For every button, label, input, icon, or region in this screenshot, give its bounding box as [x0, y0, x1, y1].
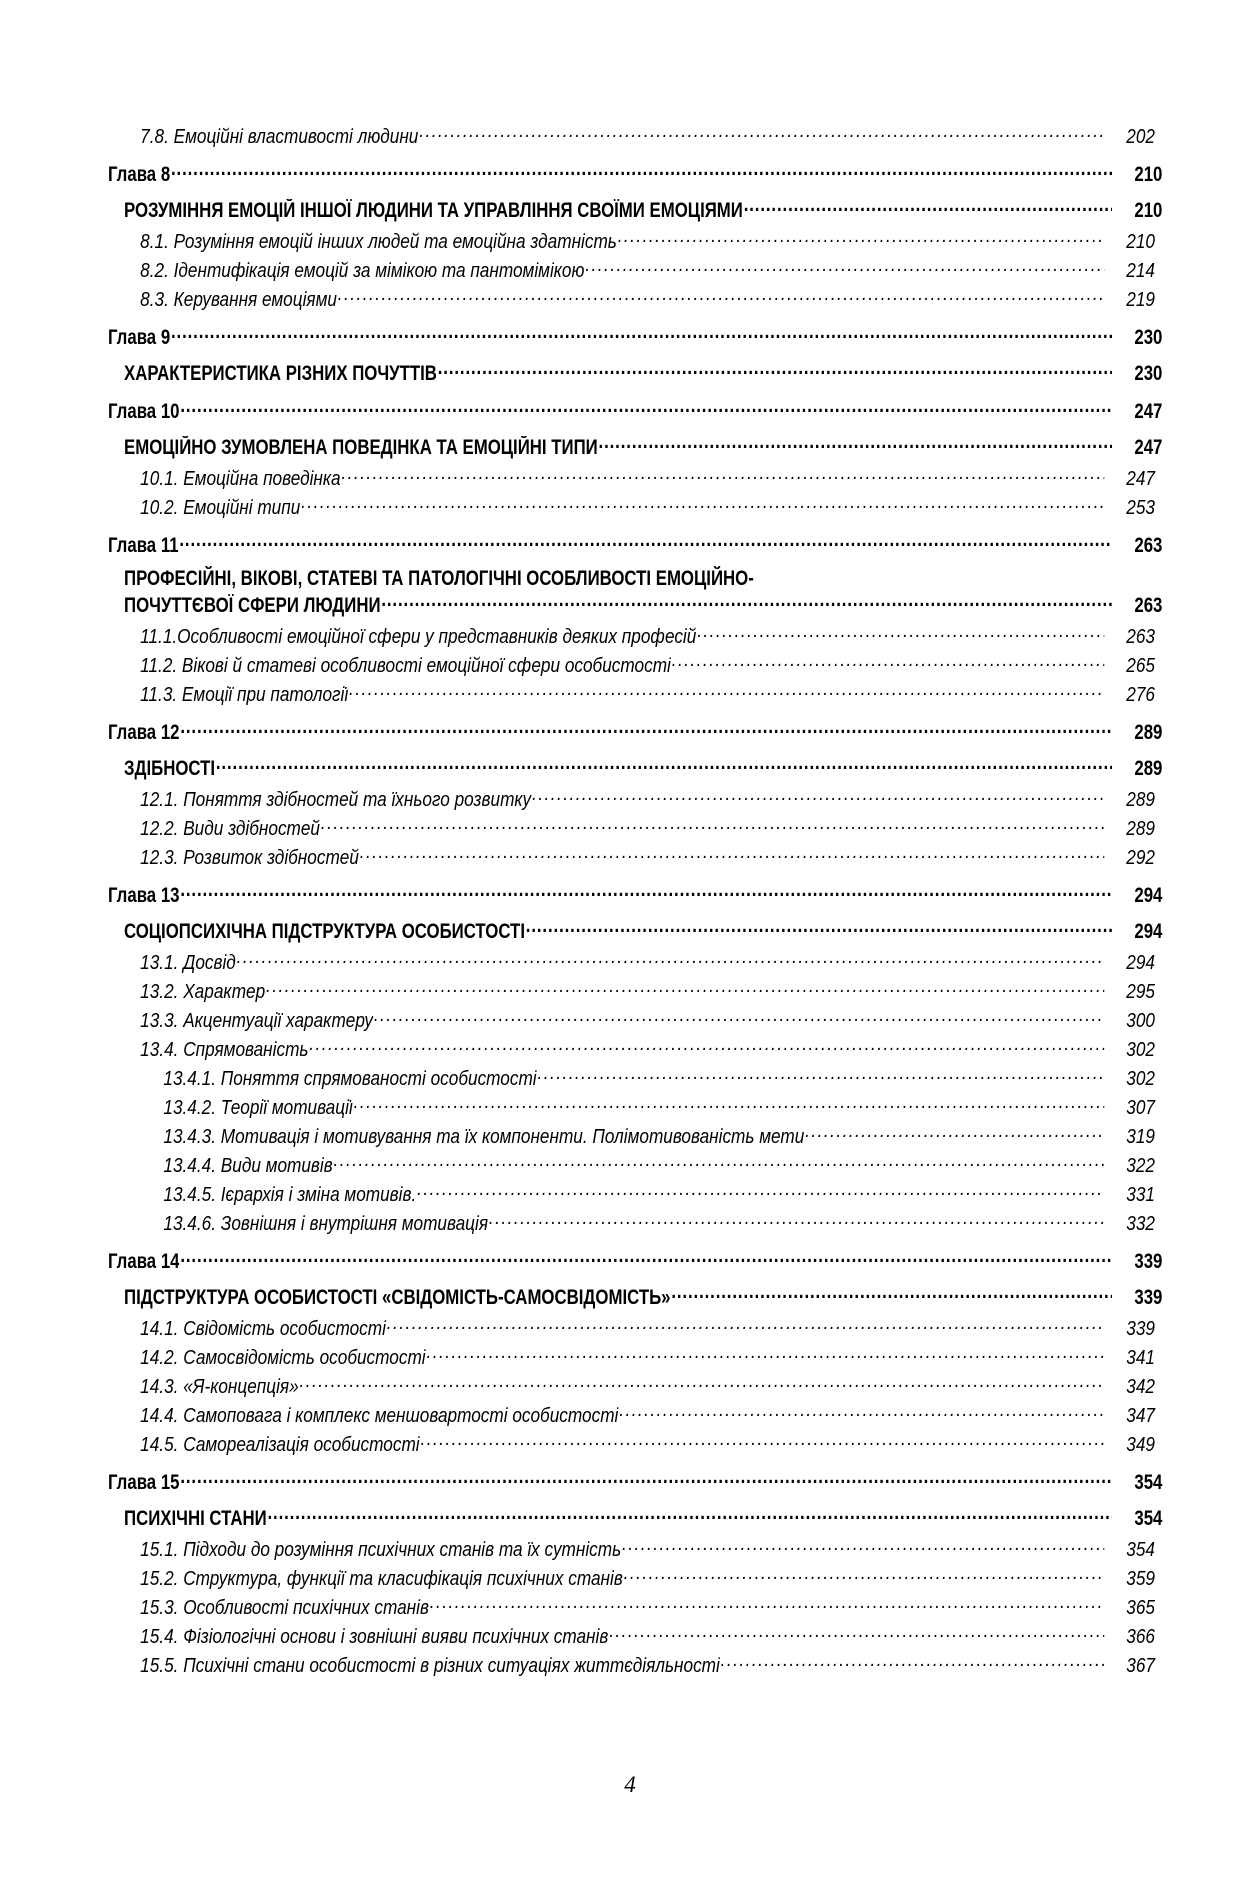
toc-entry-label: ПІДСТРУКТУРА ОСОБИСТОСТІ «СВІДОМІСТЬ-САМОСВІДОМІСТЬ»: [124, 1286, 671, 1309]
toc-section-row[interactable]: [0, 815, 1260, 841]
dot-leader: [180, 1468, 1112, 1489]
dot-leader: [537, 1065, 1104, 1085]
toc-entry-label: 13.4.4. Види мотивів: [163, 1155, 333, 1177]
toc-page-number: 263: [1134, 594, 1163, 617]
toc-chapter-row[interactable]: [0, 397, 1260, 424]
toc-section-row[interactable]: [0, 1344, 1260, 1370]
toc-page-number: 354: [1126, 1539, 1155, 1561]
toc-entry-label: РОЗУМІННЯ ЕМОЦІЙ ІНШОЇ ЛЮДИНИ ТА УПРАВЛІННЯ СВОЇМИ ЕМОЦІЯМИ: [124, 199, 743, 222]
toc-chapter-row[interactable]: [0, 531, 1260, 558]
toc-entry-label: 15.4. Фізіологічні основи і зовнішні вияви психічних станів: [140, 1626, 609, 1648]
dot-leader: [671, 1283, 1112, 1304]
dot-leader: [180, 881, 1112, 902]
toc-entry-label: 7.8. Емоційні властивості людини: [140, 126, 419, 148]
toc-entry-label: ПОЧУТТЄВОЇ СФЕРИ ЛЮДИНИ: [124, 594, 381, 617]
toc-page-number: 349: [1126, 1434, 1155, 1456]
toc-entry-label: Глава 9: [108, 326, 171, 349]
page-number-footer: 4: [624, 1772, 636, 1797]
toc-page-number: 354: [1134, 1471, 1163, 1494]
dot-leader: [489, 1210, 1104, 1230]
toc-section-row[interactable]: [0, 465, 1260, 491]
toc-page-number: 289: [1126, 789, 1155, 811]
dot-leader: [349, 681, 1104, 701]
toc-entry-label: Глава 10: [108, 400, 180, 423]
dot-leader: [609, 1623, 1104, 1643]
toc-page-number: 367: [1126, 1655, 1155, 1677]
toc-page-number: 294: [1134, 920, 1163, 943]
dot-leader: [300, 1373, 1105, 1393]
toc-page-number: 247: [1134, 400, 1163, 423]
toc-entry-label: ЗДІБНОСТІ: [124, 757, 216, 780]
toc-entry-label: 13.4.5. Ієрархія і зміна мотивів.: [163, 1184, 417, 1206]
toc-section-row[interactable]: [0, 257, 1260, 283]
dot-leader: [526, 917, 1112, 938]
dot-leader: [237, 949, 1105, 969]
dot-leader: [532, 786, 1104, 806]
toc-page-number: 307: [1126, 1097, 1155, 1119]
toc-page-number: 339: [1126, 1318, 1155, 1340]
dot-leader: [341, 465, 1104, 485]
toc-entry-label: 15.5. Психічні стани особистості в різних ситуаціях життєдіяльності: [140, 1655, 720, 1677]
toc-entry-label: 13.4.3. Мотивація і мотивування та їх компоненти. Полімотивованість мети: [163, 1126, 805, 1148]
toc-chapter-title-row[interactable]: [0, 433, 1260, 460]
toc-entry-label: 14.4. Самоповага і комплекс меншовартості особистості: [140, 1405, 619, 1427]
dot-leader: [171, 323, 1112, 344]
toc-section-row[interactable]: [0, 844, 1260, 870]
dot-leader: [171, 160, 1112, 181]
toc-chapter-title-row[interactable]: [0, 591, 1260, 618]
toc-entry-label: 8.2. Ідентифікація емоцій за мімікою та пантомімікою: [140, 260, 585, 282]
toc-chapter-row[interactable]: [0, 1247, 1260, 1274]
toc-page-number: 366: [1126, 1626, 1155, 1648]
toc-page-number: 289: [1134, 721, 1163, 744]
toc-entry-label: Глава 13: [108, 884, 180, 907]
dot-leader: [354, 1094, 1105, 1114]
toc-entry-label: 13.3. Акцентуації характеру: [140, 1010, 373, 1032]
toc-entry-label: 8.3. Керування емоціями: [140, 289, 337, 311]
toc-entry-label: 15.2. Структура, функції та класифікація психічних станів: [140, 1568, 623, 1590]
toc-chapter-row[interactable]: [0, 718, 1260, 745]
toc-entry-label: 13.2. Характер: [140, 981, 266, 1003]
toc-chapter-title-row[interactable]: [0, 359, 1260, 386]
dot-leader: [360, 844, 1104, 864]
toc-chapter-title-row[interactable]: [0, 1283, 1260, 1310]
toc-page-number: 294: [1126, 952, 1155, 974]
dot-leader: [438, 359, 1112, 380]
toc-entry-label: 13.4.1. Поняття спрямованості особистості: [163, 1068, 537, 1090]
toc-entry-label: Глава 14: [108, 1250, 180, 1273]
toc-section-row[interactable]: [0, 1402, 1260, 1428]
toc-subsection-row[interactable]: [0, 1181, 1260, 1207]
dot-leader: [374, 1007, 1104, 1027]
toc-page-number: 339: [1134, 1286, 1163, 1309]
toc-chapter-title-row[interactable]: [0, 1504, 1260, 1531]
dot-leader: [622, 1536, 1104, 1556]
toc-chapter-title-row[interactable]: [0, 917, 1260, 944]
toc-page-number: 230: [1134, 362, 1163, 385]
toc-entry-label: 11.2. Вікові й статеві особливості емоційної сфери особистості: [140, 655, 671, 677]
toc-page-number: 219: [1126, 289, 1155, 311]
toc-page-number: 331: [1126, 1184, 1155, 1206]
toc-page-number: 295: [1126, 981, 1155, 1003]
toc-section-row[interactable]: [0, 623, 1260, 649]
toc-entry-label: 14.5. Самореалізація особистості: [140, 1434, 420, 1456]
toc-entry-label: Глава 15: [108, 1471, 180, 1494]
toc-page-number: 319: [1126, 1126, 1155, 1148]
toc-page-number: 302: [1126, 1039, 1155, 1061]
toc-entry-label: 11.1.Особливості емоційної сфери у представників деяких професій: [140, 626, 697, 648]
toc-entry-label: 15.1. Підходи до розуміння психічних станів та їх сутність: [140, 1539, 622, 1561]
dot-leader: [180, 1247, 1112, 1268]
toc-entry-label: Глава 11: [108, 534, 179, 557]
dot-leader: [309, 1036, 1104, 1056]
toc-section-row[interactable]: [0, 1652, 1260, 1678]
toc-entry-label: 13.4.6. Зовнішня і внутрішня мотивація: [163, 1213, 489, 1235]
toc-page-number: 230: [1134, 326, 1163, 349]
dot-leader: [381, 591, 1112, 612]
toc-page-number: 359: [1126, 1568, 1155, 1590]
dot-leader: [266, 978, 1104, 998]
toc-entry-label: ЕМОЦІЙНО ЗУМОВЛЕНА ПОВЕДІНКА ТА ЕМОЦІЙНІ ТИПИ: [124, 436, 598, 459]
toc-page-number: 210: [1126, 231, 1155, 253]
toc-page-number: 332: [1126, 1213, 1155, 1235]
toc-chapter-row[interactable]: [0, 1468, 1260, 1495]
toc-entry-label: 8.1. Розуміння емоцій інших людей та емоційна здатність: [140, 231, 617, 253]
dot-leader: [338, 286, 1104, 306]
toc-entry-label: 11.3. Емоції при патології: [140, 684, 349, 706]
toc-page-number: 294: [1134, 884, 1163, 907]
toc-entry-label: 14.3. «Я-концепція»: [140, 1376, 299, 1398]
toc-entry-label: 14.2. Самосвідомість особистості: [140, 1347, 426, 1369]
toc-page-number: 276: [1126, 684, 1155, 706]
toc-subsection-row[interactable]: [0, 1094, 1260, 1120]
toc-page-number: 289: [1126, 818, 1155, 840]
toc-chapter-title-row[interactable]: [0, 196, 1260, 223]
dot-leader: [179, 531, 1112, 552]
toc-subsection-row[interactable]: [0, 1123, 1260, 1149]
toc-subsection-row[interactable]: [0, 1065, 1260, 1091]
toc-entry-label: ХАРАКТЕРИСТИКА РІЗНИХ ПОЧУТТІВ: [124, 362, 437, 385]
toc-entry-label: 12.1. Поняття здібностей та їхнього розвитку: [140, 789, 532, 811]
toc-section-row[interactable]: [0, 286, 1260, 312]
toc-subsection-row[interactable]: [0, 1152, 1260, 1178]
dot-leader: [321, 815, 1104, 835]
toc-section-row[interactable]: [0, 786, 1260, 812]
dot-leader: [430, 1594, 1104, 1614]
dot-leader: [624, 1565, 1105, 1585]
dot-leader: [216, 754, 1112, 775]
toc-section-row[interactable]: [0, 1315, 1260, 1341]
dot-leader: [180, 718, 1112, 739]
dot-leader: [618, 228, 1105, 248]
dot-leader: [672, 652, 1105, 672]
toc-entry-label: 12.2. Види здібностей: [140, 818, 321, 840]
toc-page-number: 265: [1126, 655, 1155, 677]
dot-leader: [721, 1652, 1105, 1672]
toc-section-row[interactable]: [0, 1431, 1260, 1457]
toc-page-number: 247: [1134, 436, 1163, 459]
dot-leader: [417, 1181, 1104, 1201]
toc-section-row[interactable]: [0, 949, 1260, 975]
dot-leader: [301, 494, 1104, 514]
toc-page-number: 247: [1126, 468, 1155, 490]
toc-page-number: 341: [1126, 1347, 1155, 1369]
toc-page-number: 300: [1126, 1010, 1155, 1032]
dot-leader: [419, 123, 1104, 143]
toc-chapter-row[interactable]: [0, 881, 1260, 908]
toc-page-number: 347: [1126, 1405, 1155, 1427]
toc-page-number: 339: [1134, 1250, 1163, 1273]
toc-section-row[interactable]: [0, 681, 1260, 707]
toc-section-row[interactable]: [0, 1565, 1260, 1591]
toc-entry-label: 13.4.2. Теорії мотивації: [163, 1097, 353, 1119]
toc-section-row[interactable]: [0, 1007, 1260, 1033]
toc-section-row[interactable]: [0, 1623, 1260, 1649]
toc-entry-label: 10.2. Емоційні типи: [140, 497, 301, 519]
dot-leader: [744, 196, 1112, 217]
toc-chapter-row[interactable]: [0, 160, 1260, 187]
toc-page-number: 302: [1126, 1068, 1155, 1090]
toc-page-number: 214: [1126, 260, 1155, 282]
toc-section-row[interactable]: [0, 1373, 1260, 1399]
dot-leader: [599, 433, 1112, 454]
dot-leader: [619, 1402, 1104, 1422]
toc-section-row[interactable]: [0, 652, 1260, 678]
toc-page-number: 210: [1134, 199, 1163, 222]
toc-entry-label: 13.4. Спрямованість: [140, 1039, 309, 1061]
dot-leader: [697, 623, 1104, 643]
toc-subsection-row[interactable]: [0, 1210, 1260, 1236]
toc-entry-label: 14.1. Свідомість особистості: [140, 1318, 386, 1340]
toc-section-row[interactable]: [0, 1036, 1260, 1062]
toc-entry-label: ПСИХІЧНІ СТАНИ: [124, 1507, 267, 1530]
toc-entry-label: 12.3. Розвиток здібностей: [140, 847, 359, 869]
toc-section-row[interactable]: [0, 123, 1260, 149]
toc-chapter-title-row[interactable]: [0, 754, 1260, 781]
toc-section-row[interactable]: [0, 978, 1260, 1004]
toc-page-number: 263: [1134, 534, 1163, 557]
dot-leader: [334, 1152, 1105, 1172]
dot-leader: [805, 1123, 1104, 1143]
toc-page-number: 354: [1134, 1507, 1163, 1530]
toc-page-number: 289: [1134, 757, 1163, 780]
dot-leader: [420, 1431, 1104, 1451]
toc-entry-label: 10.1. Емоційна поведінка: [140, 468, 341, 490]
toc-page-number: 202: [1126, 126, 1155, 148]
dot-leader: [426, 1344, 1104, 1364]
toc-page-number: 210: [1134, 163, 1163, 186]
toc-entry-label: 13.1. Досвід: [140, 952, 236, 974]
toc-page-number: 263: [1126, 626, 1155, 648]
dot-leader: [387, 1315, 1104, 1335]
toc-page-number: 342: [1126, 1376, 1155, 1398]
dot-leader: [180, 397, 1112, 418]
toc-entry-label: 15.3. Особливості психічних станів: [140, 1597, 429, 1619]
toc-page-number: 322: [1126, 1155, 1155, 1177]
toc-section-row[interactable]: [0, 228, 1260, 254]
toc-section-row[interactable]: [0, 1536, 1260, 1562]
toc-page-number: 365: [1126, 1597, 1155, 1619]
toc-section-row[interactable]: [0, 494, 1260, 520]
toc-entry-label: СОЦІОПСИХІЧНА ПІДСТРУКТУРА ОСОБИСТОСТІ: [124, 920, 525, 943]
dot-leader: [267, 1504, 1112, 1525]
toc-chapter-row[interactable]: [0, 323, 1260, 350]
toc-entry-label: Глава 12: [108, 721, 180, 744]
dot-leader: [585, 257, 1104, 277]
toc-entry-label: Глава 8: [108, 163, 171, 186]
toc-page-number: 292: [1126, 847, 1155, 869]
toc-chapter-title-line: ПРОФЕСІЙНІ, ВІКОВІ, СТАТЕВІ ТА ПАТОЛОГІЧНІ ОСОБЛИВОСТІ ЕМОЦІЙНО-: [124, 567, 754, 590]
toc-page-number: 253: [1126, 497, 1155, 519]
toc-section-row[interactable]: [0, 1594, 1260, 1620]
